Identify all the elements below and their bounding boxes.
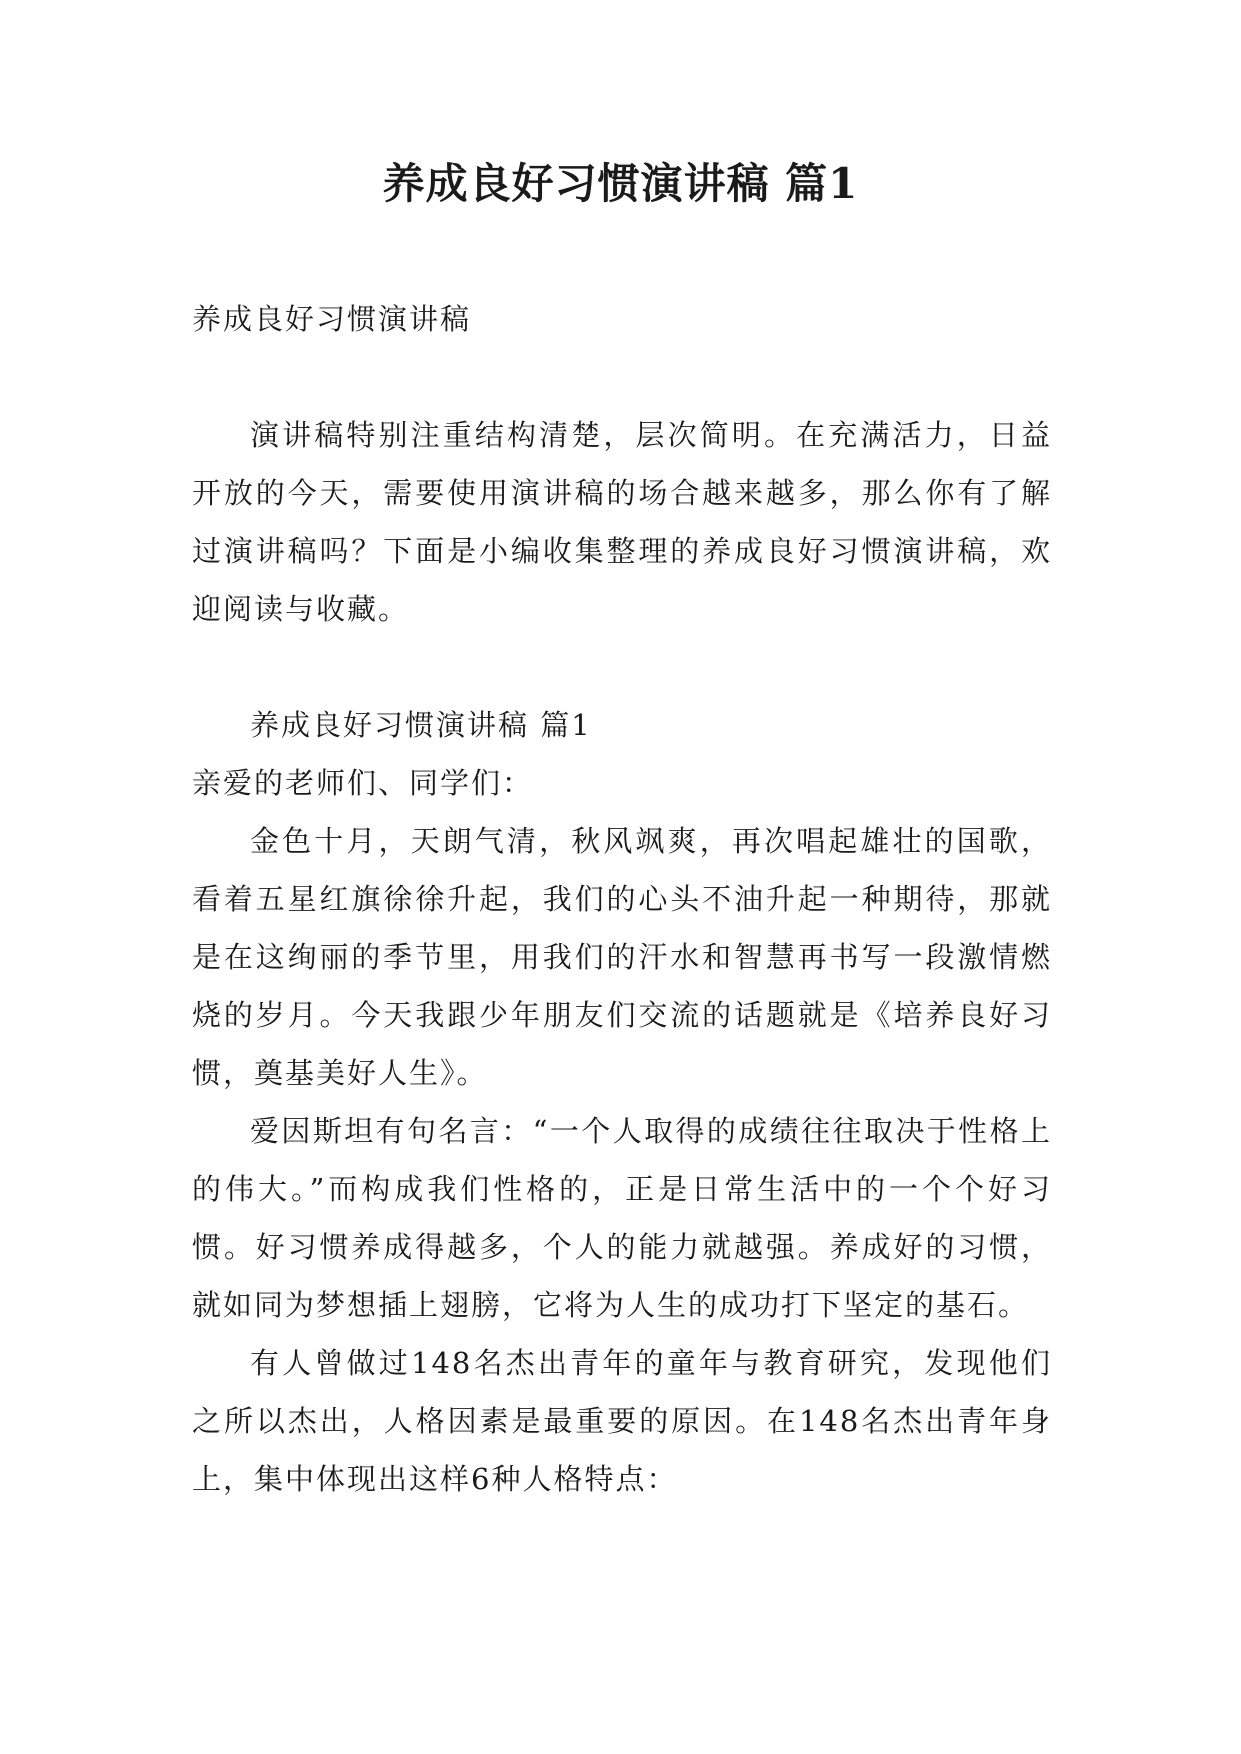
document-body — [192, 290, 1052, 1508]
body-paragraph-1: 金色十月，天朗气清，秋风飒爽，再次唱起雄壮的国歌，看着五星红旗徐徐升起，我们的心头不油升起一种期待，那就是在这绚丽的季节里，用我们的汗水和智慧再书写一段激情燃烧的岁月。今天我跟少年朋友们交流的话题就是《培养良好习惯，奠基美好人生》。 — [192, 824, 1052, 1090]
body-paragraph-2: 爱因斯坦有句名言：“一个人取得的成绩往往取决于性格上的伟大。”而构成我们性格的，正是日常生活中的一个个好习惯。好习惯养成得越多，个人的能力就越强。养成好的习惯，就如同为梦想插上翅膀，它将为人生的成功打下坚定的基石。 — [192, 1114, 1052, 1322]
section-heading: 养成良好习惯演讲稿 篇1 — [250, 708, 592, 742]
document-subtitle: 养成良好习惯演讲稿 — [192, 302, 472, 336]
greeting: 亲爱的老师们、同学们： — [192, 766, 534, 800]
body-paragraph-3: 有人曾做过148名杰出青年的童年与教育研究，发现他们之所以杰出，人格因素是最重要的原因。在148名杰出青年身上，集中体现出这样6种人格特点： — [192, 1346, 1052, 1496]
document-title: 养成良好习惯演讲稿 篇1 — [382, 159, 859, 208]
intro-paragraph: 演讲稿特别注重结构清楚，层次简明。在充满活力，日益开放的今天，需要使用演讲稿的场合越来越多，那么你有了解过演讲稿吗？下面是小编收集整理的养成良好习惯演讲稿，欢迎阅读与收藏。 — [192, 418, 1052, 626]
